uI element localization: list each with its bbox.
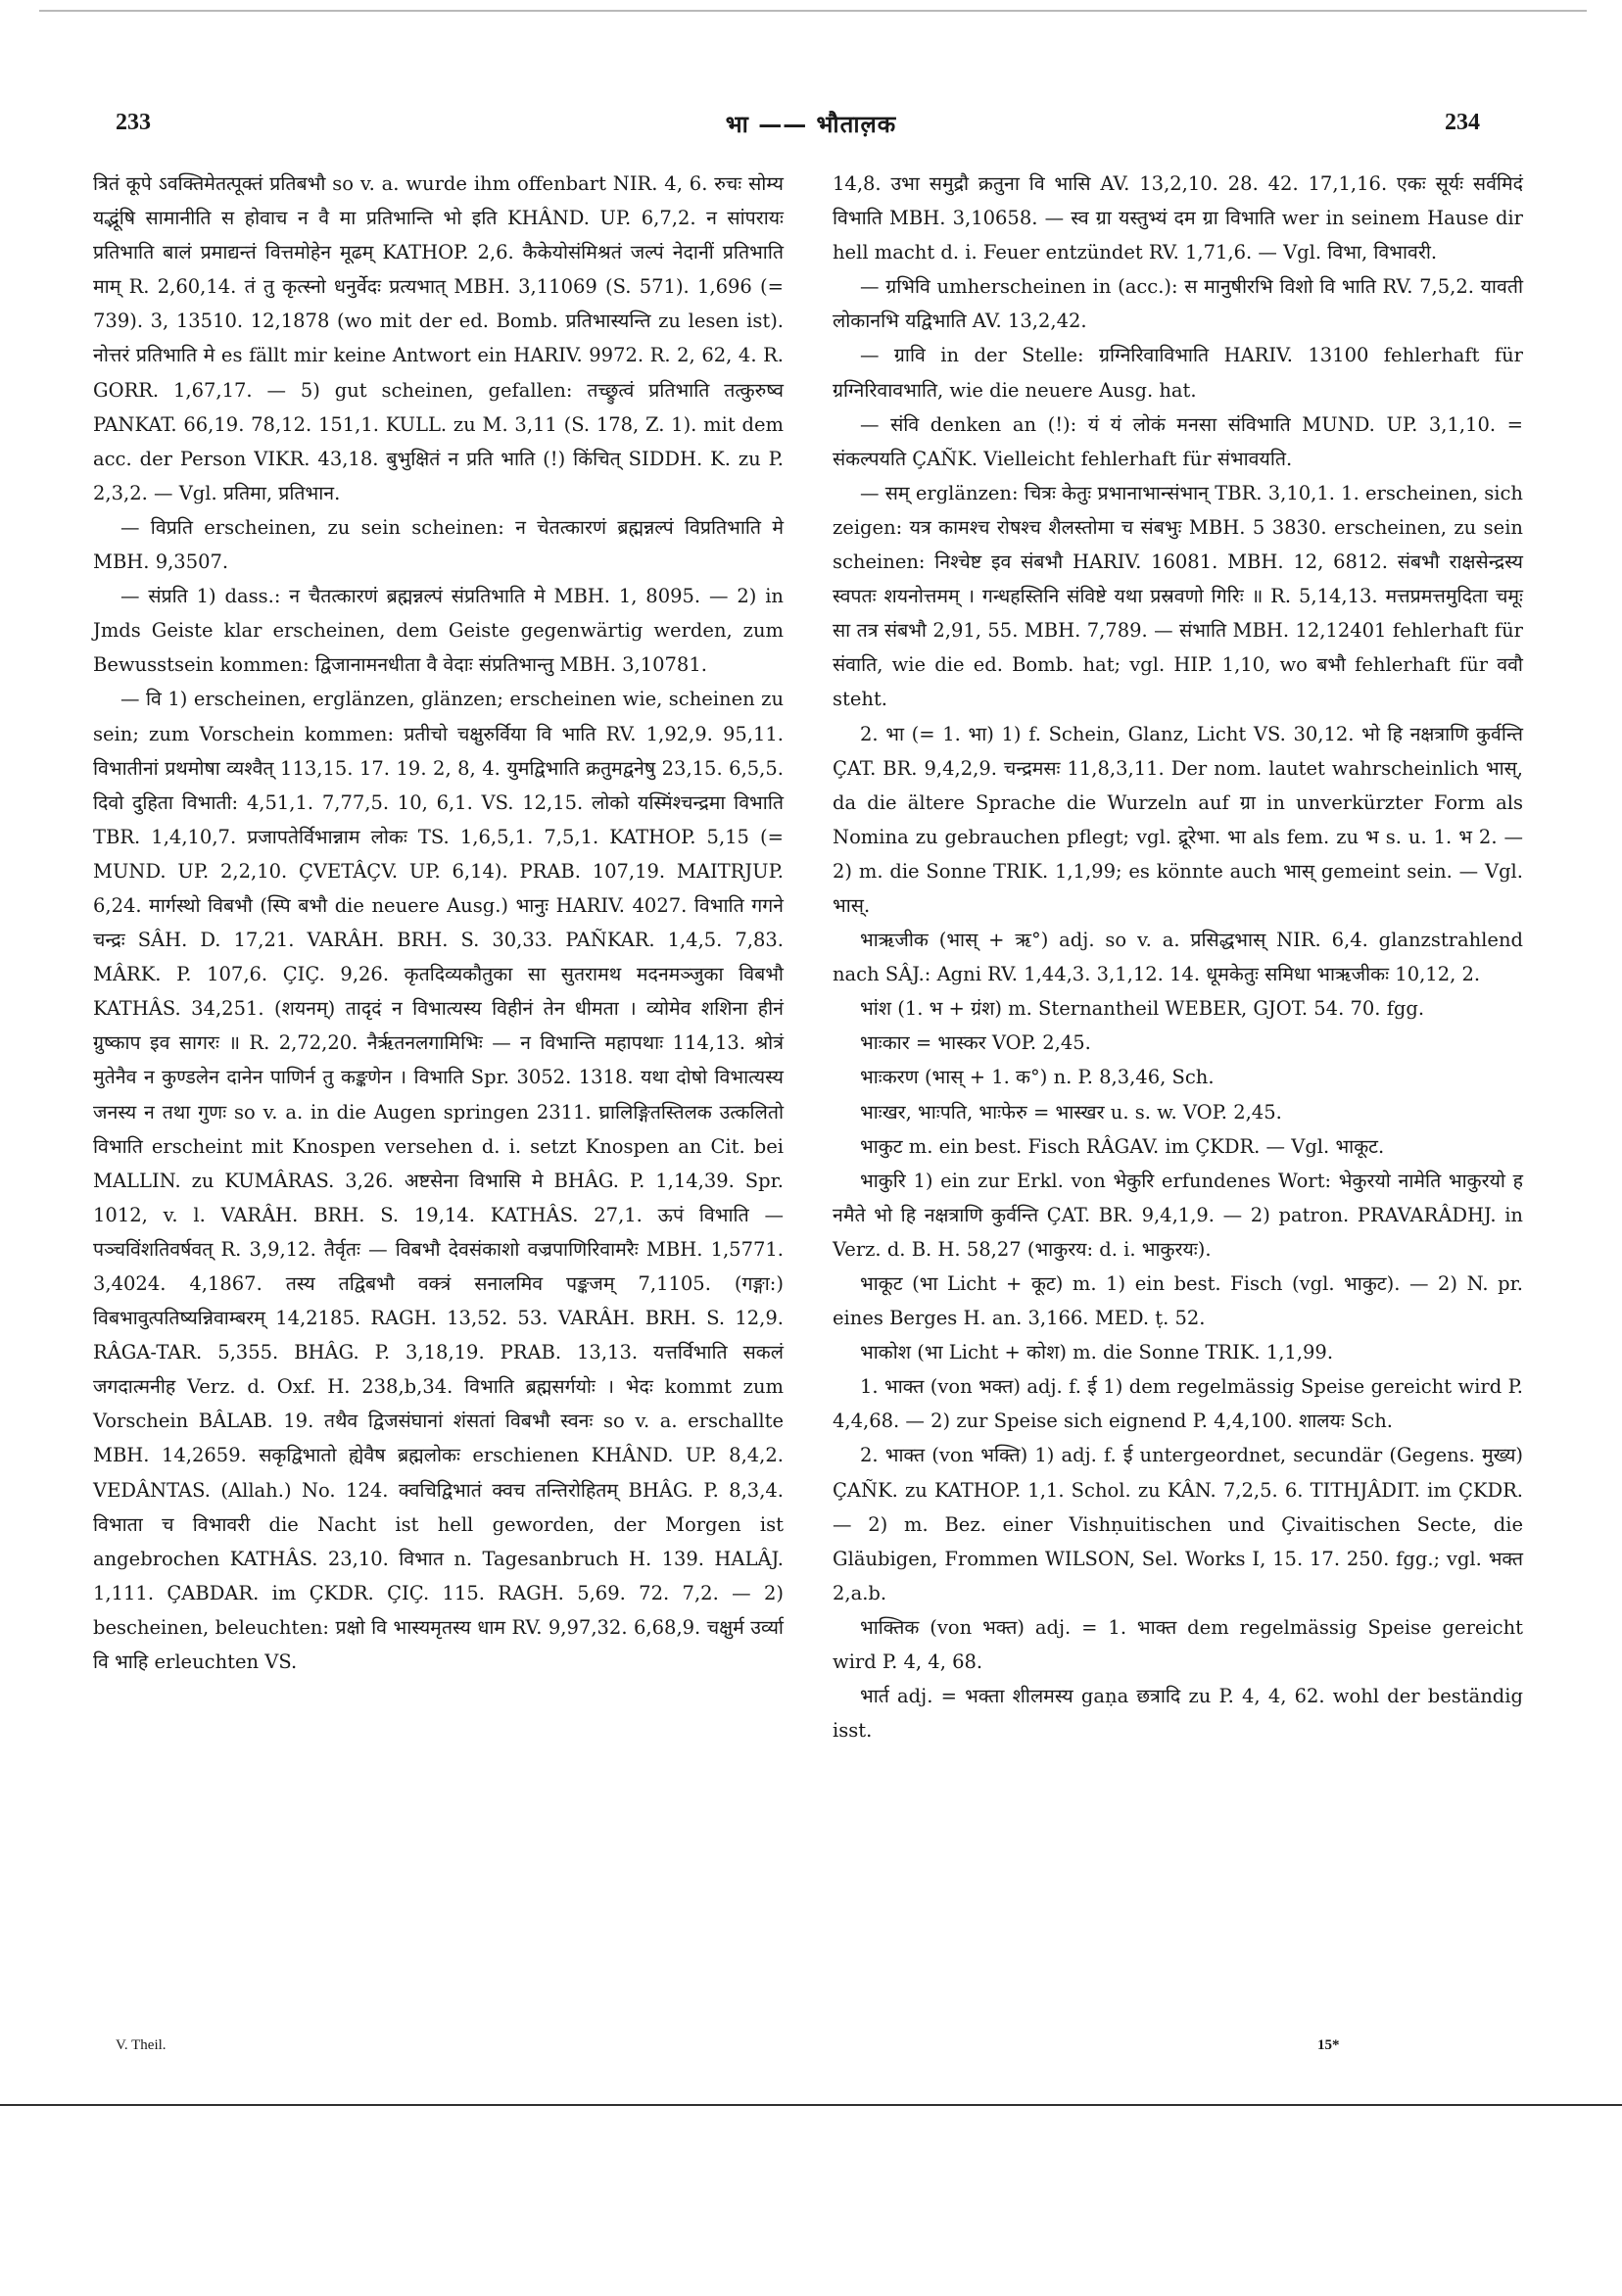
entry-paragraph: 14,8. उभा समुद्रौ क्रतुना वि भासि AV. 13,2,10. 28. 42. 17,1,16. एकः सूर्यः सर्वमिदं विभाति MBH. 3,10658. — स्व ग्रा यस्तुभ्यं दम ग्रा विभाति wer in seinem Hause dir hell macht d. i. Feuer entzündet RV. 1,71,6. — Vgl. विभा, विभावरी.	[833, 172, 1523, 264]
entry-paragraph: भाकुट m. ein best. Fisch RÂGAV. im ÇKDR. — Vgl. भाकूट.	[860, 1134, 1385, 1158]
entry-paragraph: 1. भाक्त (von भक्त) adj. f. ई 1) dem regelmässig Speise gereicht wird P. 4,4,68. — 2) zur Speise sich eignend P. 4,4,100. शालयः Sch.	[833, 1375, 1523, 1433]
entry-paragraph: भाःकरण (भास् + 1. क°) n. P. 8,3,46, Sch.	[860, 1066, 1215, 1089]
entry-paragraph: — संवि denken an (!): यं यं लोकं मनसा संविभाति MUND. UP. 3,1,10. = संकल्पयति ÇAÑK. Vielleicht fehlerhaft für संभावयति.	[833, 412, 1523, 470]
entry-paragraph: — विप्रति erscheinen, zu sein scheinen: न चेतत्कारणं ब्रह्मन्नल्पं विप्रतिभाति मे MBH. 9,3507.	[93, 515, 784, 574]
running-header: भा —— भौताल़क	[725, 110, 897, 138]
entry-paragraph: 2. भा (= 1. भा) 1) f. Schein, Glanz, Licht VS. 30,12. भो हि नक्षत्राणि कुर्वन्ति ÇAT. BR. 9,4,2,9. चन्द्रमसः 11,8,3,11. Der nom. lautet wahrscheinlich भास्, da die ältere Sprache die Wurzeln auf ग्रा in unverkürzter Form als Nomina zu gebrauchen pflegt; vgl. द्रूरेभा. भा als fem. zu भ s. u. 1. भ 2. — 2) m. die Sonne TRIK. 1,1,99; es könnte auch भास् gemeint sein. — Vgl. भास्.	[833, 722, 1523, 917]
entry-paragraph: भाऋजीक (भास् + ऋ°) adj. so v. a. प्रसिद्धभास् NIR. 6,4. glanzstrahlend nach SÂJ.: Agni RV. 1,44,3. 3,1,12. 14. धूमकेतुः समिधा भाऋजीकः 10,12, 2.	[833, 929, 1523, 986]
page-number-right: 234	[1445, 110, 1480, 135]
entry-paragraph: भाकोश (भा Licht + कोश) m. die Sonne TRIK. 1,1,99.	[860, 1341, 1334, 1364]
page-number-left: 233	[116, 110, 151, 135]
entry-paragraph: 2. भाक्त (von भक्ति) 1) adj. f. ई untergeordnet, secundär (Gegens. मुख्य) ÇAÑK. zu KATHOP. 1,1. Schol. zu KÂN. 7,2,5. 6. TITHJÂDIT. im ÇKDR. — 2) m. Bez. einer Vishṇuitischen und Çivaitischen Secte, die Gläubigen, Frommen WILSON, Sel. Works I, 15. 17. 250. fgg.; vgl. भक्त 2,a.b.	[833, 1444, 1523, 1604]
signature-mark: 15*	[1317, 2037, 1340, 2053]
entry-paragraph: भाकूट (भा Licht + कूट) m. 1) ein best. Fisch (vgl. भाकुट). — 2) N. pr. eines Berges H. an. 3,166. MED. ṭ. 52.	[833, 1272, 1523, 1330]
entry-paragraph: — ग्रावि in der Stelle: ग्रग्निरिवाविभाति HARIV. 13100 fehlerhaft für ग्रग्निरिवावभाति, wie die neuere Ausg. hat.	[833, 344, 1523, 402]
right-column	[833, 167, 1523, 1747]
bottom-rule	[0, 2104, 1622, 2106]
entry-paragraph: — ग्रभिवि umherscheinen in (acc.): स मानुषीरभि विशो वि भाति RV. 7,5,2. यावती लोकानभि यद्विभाति AV. 13,2,42.	[833, 275, 1523, 333]
entry-paragraph: — सम् erglänzen: चित्रः केतुः प्रभानाभान्संभान् TBR. 3,10,1. 1. erscheinen, sich zeigen: यत्र कामश्च रोषश्च शैलस्तोमा च संबभुः MBH. 5 3830. erscheinen, zu sein scheinen: निश्चेष्ट इव संबभौ HARIV. 16081. MBH. 12, 6812. संबभौ राक्षसेन्द्रस्य स्वपतः शयनोत्तमम् । गन्धहस्तिनि संविष्टे यथा प्रस्रवणो गिरिः ॥ R. 5,14,13. मत्तप्रमत्तमुदिता चमूः सा तत्र संबभौ 2,91, 55. MBH. 7,789. — संभाति MBH. 12,12401 fehlerhaft für संवाति, wie die ed. Bomb. hat; vgl. HIP. 1,10, wo बभौ fehlerhaft für ववौ steht.	[833, 481, 1523, 711]
entry-paragraph: भांश (1. भ + ग्रंश) m. Sternantheil WEBER, GJOT. 54. 70. fgg.	[860, 997, 1425, 1021]
entry-paragraph: भार्त adj. = भक्ता शीलमस्य gaṇa छत्रादि zu P. 4, 4, 62. wohl der beständig isst.	[833, 1685, 1523, 1743]
entry-paragraph: भाःकार = भास्कर VOP. 2,45.	[860, 1031, 1091, 1055]
left-column	[93, 167, 784, 1679]
entry-paragraph: — संप्रति 1) dass.: न चैतत्कारणं ब्रह्मन्नल्पं संप्रतिभाति मे MBH. 1, 8095. — 2) in Jmds Geiste klar erscheinen, dem Geiste gegenwärtig werden, zum Bewusstsein kommen: द्विजानामनधीता वै वेदाः संप्रतिभान्तु MBH. 3,10781.	[93, 585, 784, 677]
entry-paragraph: — वि 1) erscheinen, erglänzen, glänzen; erscheinen wie, scheinen zu sein; zum Vorschein kommen: प्रतीचो चक्षुरुर्विया वि भाति RV. 1,92,9. 95,11. विभातीनां प्रथमोषा व्यश्वैत् 113,15. 17. 19. 2, 8, 4. युमद्विभाति क्रतुमद्वनेषु 23,15. 6,5,5. दिवो दुहिता विभाती: 4,51,1. 7,77,5. 10, 6,1. VS. 12,15. लोको यस्मिंश्चन्द्रमा विभाति TBR. 1,4,10,7. प्रजापतेर्विभान्नाम लोकः TS. 1,6,5,1. 7,5,1. KATHOP. 5,15 (= MUND. UP. 2,2,10. ÇVETÂÇV. UP. 6,14). PRAB. 107,19. MAITRJUP. 6,24. मार्गस्थो विबभौ (स्पि बभौ die neuere Ausg.) भानुः HARIV. 4027. विभाति गगने चन्द्रः SÂH. D. 17,21. VARÂH. BRH. S. 30,33. PAÑKAR. 1,4,5. 7,83. MÂRK. P. 107,6. ÇIÇ. 9,26. कृतदिव्यकौतुका सा सुतरामथ मदनमञ्जुका विबभौ KATHÂS. 34,251. (शयनम्) तादृदं न विभात्यस्य विहीनं तेन धीमता । व्योमेव शशिना हीनं ग्रुष्काप इव सागरः ॥ R. 2,72,20. नैरृतनलगामिभिः — न विभान्ति महापथाः 114,13. श्रोत्रं मुतेनैव न कुण्डलेन दानेन पाणिर्न तु कङ्कणेन । विभाति Spr. 3052. 1318. यथा दोषो विभात्यस्य जनस्य न तथा गुणः so v. a. in die Augen springen 2311. घ्रालिङ्गितस्तिलक उत्कलितो विभाति erscheint mit Knospen versehen d. i. setzt Knospen an Cit. bei MALLIN. zu KUMÂRAS. 3,26. अष्टसेना विभासि मे BHÂG. P. 1,14,39. Spr. 1012, v. l. VARÂH. BRH. S. 19,14. KATHÂS. 27,1. ऊपं विभाति — पञ्चविंशतिवर्षवत् R. 3,9,12. तैर्वृतः — विबभौ देवसंकाशो वज्रपाणिरिवामरैः MBH. 1,5771. 3,4024. 4,1867. तस्य तद्विबभौ वक्त्रं सनालमिव पङ्कजम् 7,1105. (गङ्गा:) विबभावुत्पतिष्यन्निवाम्बरम् 14,2185. RAGH. 13,52. 53. VARÂH. BRH. S. 12,9. RÂGA-TAR. 5,355. BHÂG. P. 3,18,19. PRAB. 13,13. यत्तर्विभाति सकलं जगदात्मनीह Verz. d. Oxf. H. 238,b,34. विभाति ब्रह्मसर्गयोः । भेदः kommt zum Vorschein BÂLAB. 19. तथैव द्विजसंघानां शंसतां विबभौ स्वनः so v. a. erschallte MBH. 14,2659. सकृद्विभातो ह्येवैष ब्रह्मलोकः erschienen KHÂND. UP. 8,4,2. VEDÂNTAS. (Allah.) No. 124. क्वचिद्विभातं क्वच तन्तिरोहितम् BHÂG. P. 8,3,4. विभाता च विभावरी die Nacht ist hell geworden, der Morgen ist angebrochen KATHÂS. 23,10. विभात n. Tagesanbruch H. 139. HALÂJ. 1,111. ÇABDAR. im ÇKDR. ÇIÇ. 115. RAGH. 5,69. 72. 7,2. — 2) bescheinen, beleuchten: प्रक्षो वि भास्यमृतस्य धाम RV. 9,97,32. 6,68,9. चक्षुर्म उर्व्या वि भाहि erleuchten VS.	[93, 688, 784, 1674]
entry-paragraph: भाःखर, भाःपति, भाःफेरु = भास्खर u. s. w. VOP. 2,45.	[860, 1100, 1282, 1124]
volume-footer: V. Theil.	[116, 2037, 167, 2053]
entry-paragraph: भाक्तिक (von भक्त) adj. = 1. भाक्त dem regelmässig Speise gereicht wird P. 4, 4, 68.	[833, 1615, 1523, 1674]
top-rule	[39, 10, 1587, 12]
entry-paragraph: भाकुरि 1) ein zur Erkl. von भेकुरि erfundenes Wort: भेकुरयो नामेति भाकुरयो ह नमैते भो हि नक्षत्राणि कुर्वन्ति ÇAT. BR. 9,4,1,9. — 2) patron. PRAVARÂDHJ. in Verz. d. B. H. 58,27 (भाकुरय: d. i. भाकुरयः).	[833, 1169, 1523, 1261]
entry-paragraph: त्रितं कूपे ऽवक्तिमेतत्पूक्तं प्रतिबभौ so v. a. wurde ihm offenbart NIR. 4, 6. रुचः सोम्य यद्भूंषि सामानीति स होवाच न वै मा प्रतिभान्ति भो इति KHÂND. UP. 6,7,2. न सांपरायः प्रतिभाति बालं प्रमाद्यन्तं वित्तमोहेन मूढम् KATHOP. 2,6. कैकेयोसंमिश्रतं जल्पं नेदानीं प्रतिभाति माम् R. 2,60,14. तं तु कृत्स्नो धनुर्वेदः प्रत्यभात् MBH. 3,11069 (S. 571). 1,696 (= 739). 3, 13510. 12,1878 (wo mit der ed. Bomb. प्रतिभास्यन्ति zu lesen ist). नोत्तरं प्रतिभाति मे es fällt mir keine Antwort ein HARIV. 9972. R. 2, 62, 4. R. GORR. 1,67,17. — 5) gut scheinen, gefallen: तच्छ्रुत्वं प्रतिभाति तत्कुरुष्व PANKAT. 66,19. 78,12. 151,1. KULL. zu M. 3,11 (S. 178, Z. 1). mit dem acc. der Person VIKR. 43,18. बुभुक्षितं न प्रति भाति (!) किंचित् SIDDH. K. zu P. 2,3,2. — Vgl. प्रतिमा, प्रतिभान.	[93, 172, 784, 504]
